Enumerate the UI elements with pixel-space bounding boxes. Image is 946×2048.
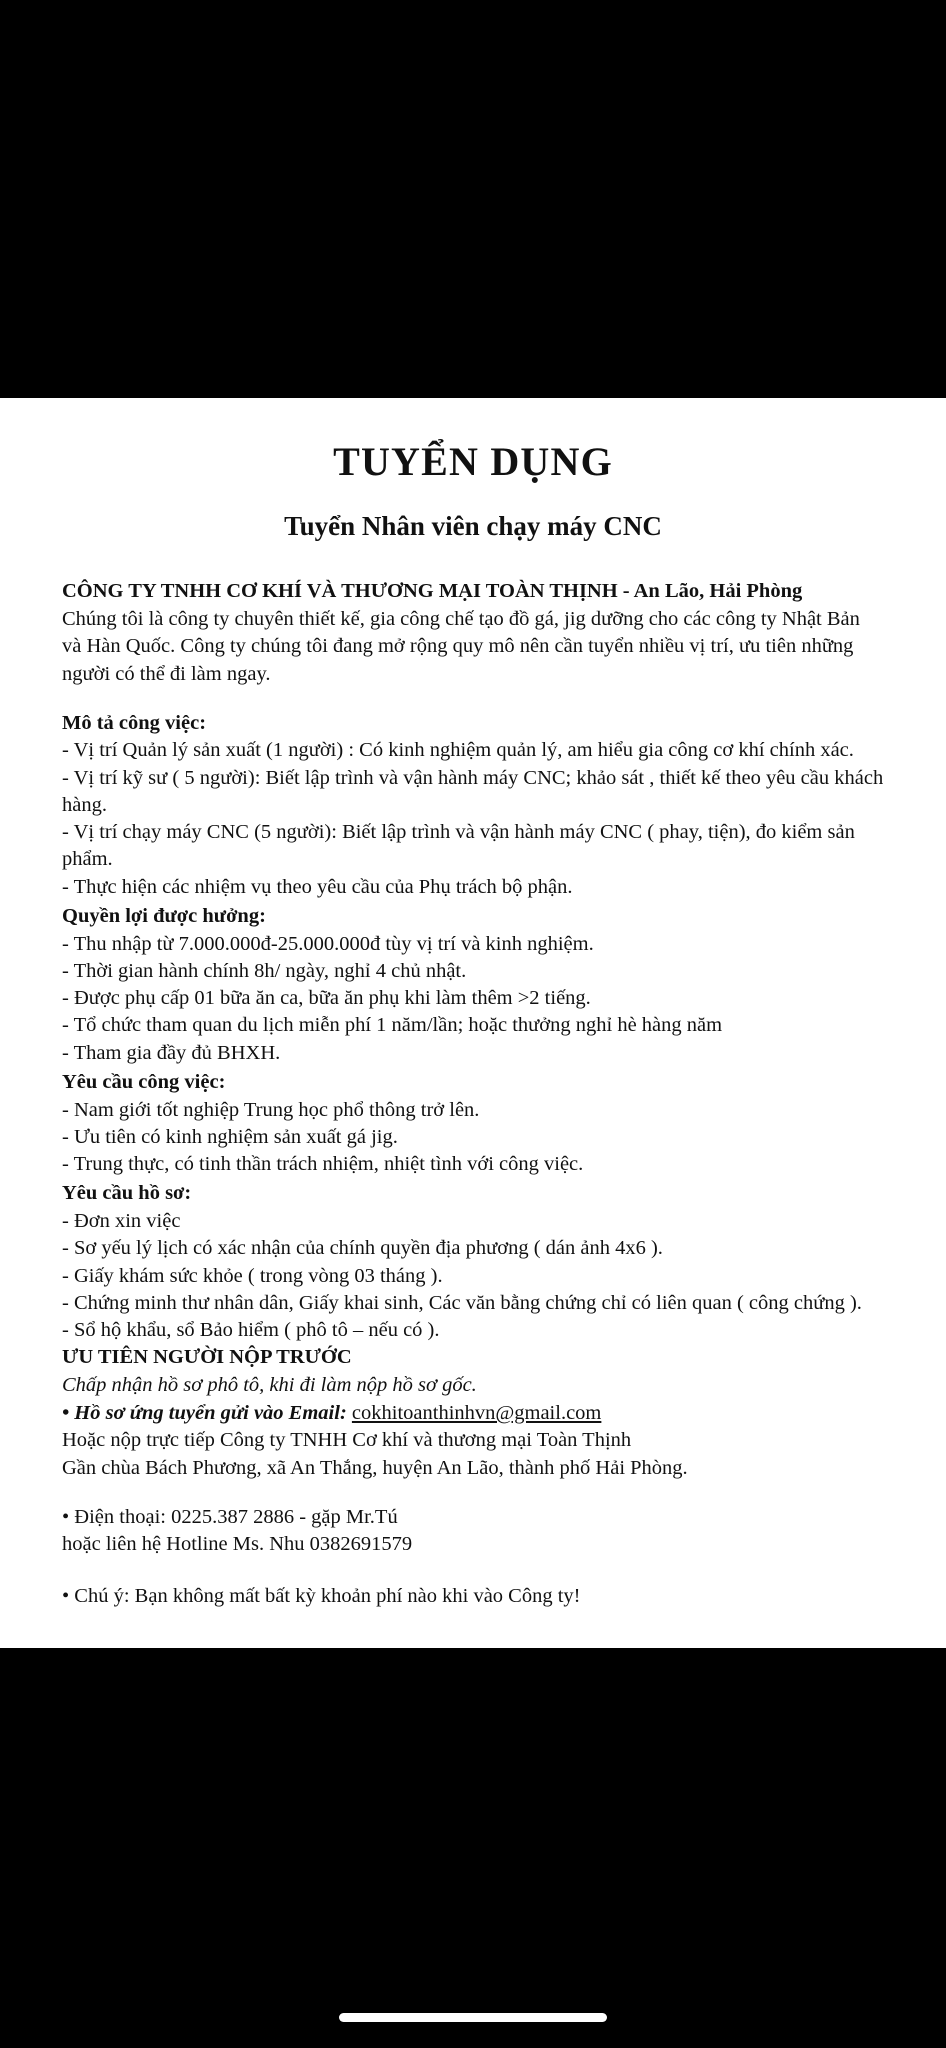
list-item: - Ưu tiên có kinh nghiệm sản xuất gá jig. xyxy=(62,1125,398,1148)
section-heading: Mô tả công việc: xyxy=(62,711,207,734)
document-body xyxy=(62,578,884,1610)
address-line: Hoặc nộp trực tiếp Công ty TNHH Cơ khí và thương mại Toàn Thịnh xyxy=(62,1429,632,1452)
section-job-description xyxy=(62,710,884,901)
section-requirements xyxy=(62,1069,884,1178)
address-line: Gần chùa Bách Phương, xã An Thắng, huyện An Lão, thành phố Hải Phòng. xyxy=(62,1456,688,1479)
list-item: - Vị trí chạy máy CNC (5 người): Biết lập trình và vận hành máy CNC ( phay, tiện), đo kiểm sản phẩm. xyxy=(62,821,855,871)
section-heading: Quyền lợi được hưởng: xyxy=(62,904,266,927)
hotline-line: hoặc liên hệ Hotline Ms. Nhu 0382691579 xyxy=(62,1533,413,1556)
list-item: - Chứng minh thư nhân dân, Giấy khai sinh, Các văn bằng chứng chỉ có liên quan ( công chứng ). xyxy=(62,1291,862,1314)
section-list xyxy=(62,931,884,1067)
home-indicator[interactable] xyxy=(339,2013,607,2022)
section-heading: Yêu cầu công việc: xyxy=(62,1070,226,1093)
section-list xyxy=(62,737,884,901)
list-item: - Thu nhập từ 7.000.000đ-25.000.000đ tùy vị trí và kinh nghiệm. xyxy=(62,932,594,955)
list-item: - Đơn xin việc xyxy=(62,1210,181,1232)
list-item: - Nam giới tốt nghiệp Trung học phổ thông trở lên. xyxy=(62,1098,480,1121)
list-item: - Giấy khám sức khỏe ( trong vòng 03 tháng ). xyxy=(62,1264,443,1287)
list-item: - Được phụ cấp 01 bữa ăn ca, bữa ăn phụ khi làm thêm >2 tiếng. xyxy=(62,987,591,1010)
section-list xyxy=(62,1097,884,1179)
address-block xyxy=(62,1427,884,1482)
page-subtitle: Tuyển Nhân viên chạy máy CNC xyxy=(284,511,662,541)
list-item: - Sơ yếu lý lịch có xác nhận của chính quyền địa phương ( dán ảnh 4x6 ). xyxy=(62,1237,663,1260)
section-heading: Yêu cầu hồ sơ: xyxy=(62,1182,192,1205)
email-label: • Hồ sơ ứng tuyển gửi vào Email: xyxy=(62,1401,347,1424)
list-item: - Sổ hộ khẩu, sổ Bảo hiểm ( phô tô – nếu có ). xyxy=(62,1319,440,1341)
section-list xyxy=(62,1208,884,1344)
recruitment-poster xyxy=(0,398,946,1648)
company-name-line: CÔNG TY TNHH CƠ KHÍ VÀ THƯƠNG MẠI TOÀN THỊNH - An Lão, Hải Phòng xyxy=(62,580,803,603)
list-item: - Trung thực, có tinh thần trách nhiệm, nhiệt tình với công việc. xyxy=(62,1153,584,1176)
list-item: - Vị trí kỹ sư ( 5 người): Biết lập trình và vận hành máy CNC; khảo sát , thiết kế theo yêu cầu khách hàng. xyxy=(62,766,884,816)
intro-paragraph: Chúng tôi là công ty chuyên thiết kế, gia công chế tạo đồ gá, jig dưỡng cho các công ty Nhật Bản và Hàn Quốc. Công ty chúng tôi đang mở rộng quy mô nên cần tuyển nhiều vị trí, ưu tiên những người có thể đi làm ngay. xyxy=(62,608,860,685)
section-benefits xyxy=(62,903,884,1067)
list-item: - Vị trí Quản lý sản xuất (1 người) : Có kinh nghiệm quản lý, am hiểu gia công cơ khí chính xác. xyxy=(62,739,854,762)
list-item: - Thời gian hành chính 8h/ ngày, nghỉ 4 chủ nhật. xyxy=(62,959,467,982)
email-address[interactable]: cokhitoanthinhvn@gmail.com xyxy=(351,1401,602,1424)
page-title: TUYỂN DỤNG xyxy=(333,439,613,484)
email-line xyxy=(62,1400,884,1428)
phone-line: • Điện thoại: 0225.387 2886 - gặp Mr.Tú xyxy=(62,1505,398,1528)
spacer xyxy=(62,688,884,708)
list-item: - Thực hiện các nhiệm vụ theo yêu cầu của Phụ trách bộ phận. xyxy=(62,875,573,898)
section-application-documents xyxy=(62,1180,884,1344)
final-note: • Chú ý: Bạn không mất bất kỳ khoản phí nào khi vào Công ty! xyxy=(62,1585,581,1608)
photocopy-note: Chấp nhận hồ sơ phô tô, khi đi làm nộp hồ sơ gốc. xyxy=(62,1373,477,1396)
priority-note: ƯU TIÊN NGƯỜI NỘP TRƯỚC xyxy=(62,1346,352,1369)
contact-block xyxy=(62,1504,884,1559)
list-item: - Tổ chức tham quan du lịch miễn phí 1 năm/lần; hoặc thưởng nghỉ hè hàng năm xyxy=(62,1014,723,1037)
list-item: - Tham gia đầy đủ BHXH. xyxy=(62,1041,281,1064)
